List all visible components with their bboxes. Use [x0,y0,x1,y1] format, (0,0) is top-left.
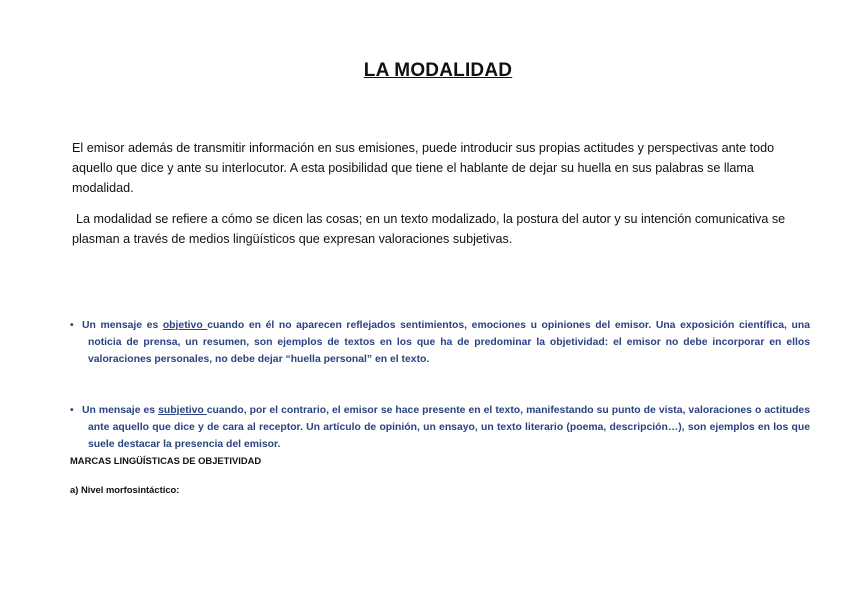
bullet-lead-text: Un mensaje es [82,405,159,416]
bullet-dot-icon: • [70,405,74,416]
bullet-objective [70,318,810,368]
keyword-objetivo: objetivo [162,320,208,331]
bullet-subjective [70,403,810,453]
bullet-lead-text: Un mensaje es [82,320,163,331]
bullet-dot-icon: • [70,320,74,331]
bullet-body-text: cuando, por el contrario, el emisor se hace presente en el texto, manifestando su punto de vista, valoraciones o actitudes ante aquello que dice y de cara al receptor. Un artículo de opinión, un ensayo, un texto literario (poema, descripción…), son ejemplos en los que suele destacar la presencia del emisor. [88,405,810,450]
intro-paragraph: El emisor además de transmitir información en sus emisiones, puede introducir sus propias actitudes y perspectivas ante todo aquello que dice y ante su interlocutor. A esta posibilidad que tiene el hablante de dejar su huella en sus palabras se llama modalidad. [72,141,775,195]
section-heading: MARCAS LINGÜÍSTICAS DE OBJETIVIDAD [70,455,262,466]
page-title: LA MODALIDAD [363,60,513,81]
intro-paragraph: La modalidad se refiere a cómo se dicen las cosas; en un texto modalizado, la postura del autor y su intención comunicativa se plasman a través de medios lingüísticos que expresan valoraciones subjetivas. [72,212,786,246]
bullet-body-text: cuando en él no aparecen reflejados sentimientos, emociones u opiniones del emisor. Una exposición científica, una noticia de prensa, un resumen, son ejemplos de textos en los que ha de predominar la objetividad: el emisor no debe incorporar en ellos valoraciones personales, no debe dejar “huella personal” en el texto. [88,320,810,365]
subsection-heading: a) Nivel morfosintáctico: [70,484,180,495]
keyword-subjetivo: subjetivo [158,405,207,416]
